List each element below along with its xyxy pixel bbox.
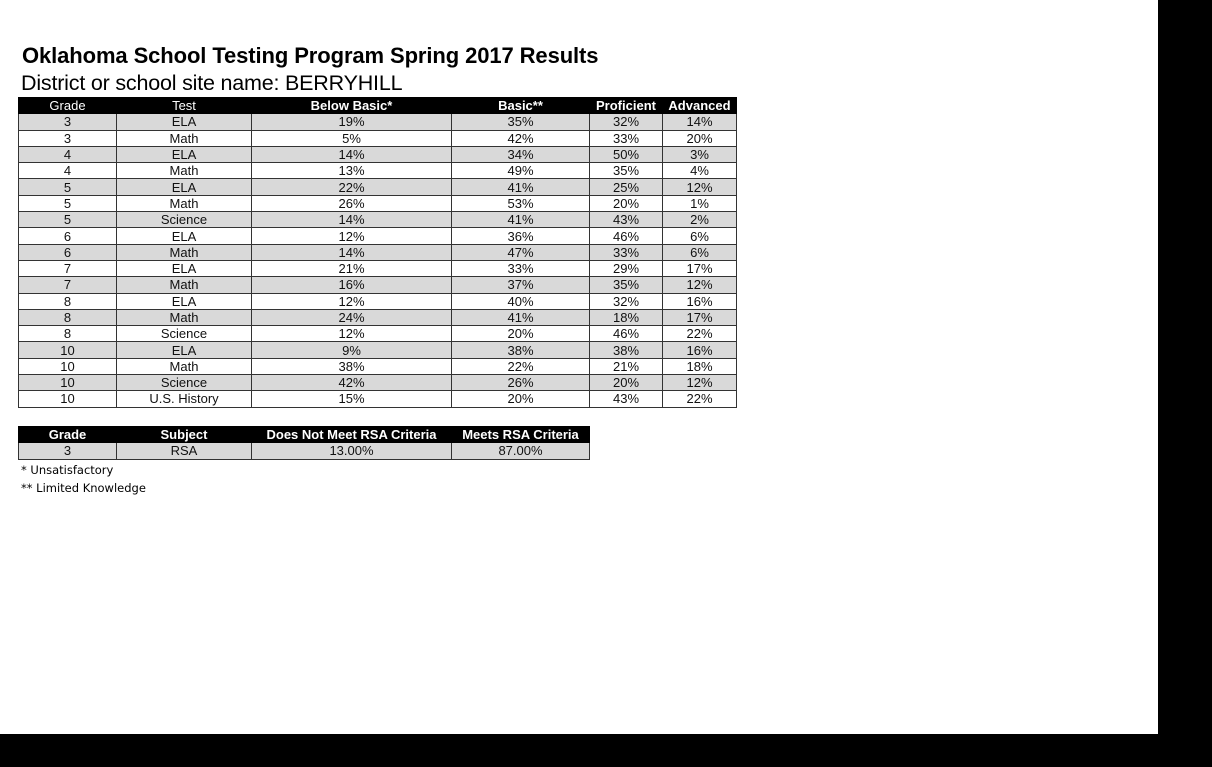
cell-below-basic: 42% — [252, 375, 452, 391]
rsa-header-does-not-meet: Does Not Meet RSA Criteria — [252, 427, 452, 443]
header-proficient: Proficient — [590, 98, 663, 114]
cell-basic: 40% — [452, 293, 590, 309]
cell-basic: 34% — [452, 146, 590, 162]
header-advanced: Advanced — [663, 98, 737, 114]
cell-grade: 7 — [19, 277, 117, 293]
cell-below-basic: 12% — [252, 293, 452, 309]
cell-basic: 47% — [452, 244, 590, 260]
cell-grade: 10 — [19, 391, 117, 407]
cell-test: Math — [117, 130, 252, 146]
cell-proficient: 35% — [590, 163, 663, 179]
table-row — [19, 146, 737, 162]
cell-grade: 10 — [19, 342, 117, 358]
cell-basic: 49% — [452, 163, 590, 179]
table-row — [19, 130, 737, 146]
header-basic: Basic** — [452, 98, 590, 114]
cell-below-basic: 13% — [252, 163, 452, 179]
cell-advanced: 2% — [663, 212, 737, 228]
cell-test: ELA — [117, 260, 252, 276]
cell-advanced: 6% — [663, 228, 737, 244]
cell-basic: 33% — [452, 260, 590, 276]
table-row — [19, 179, 737, 195]
cell-advanced: 3% — [663, 146, 737, 162]
cell-test: Science — [117, 326, 252, 342]
cell-proficient: 29% — [590, 260, 663, 276]
cell-test: Math — [117, 244, 252, 260]
cell-proficient: 33% — [590, 244, 663, 260]
cell-proficient: 35% — [590, 277, 663, 293]
cell-advanced: 6% — [663, 244, 737, 260]
results-header-row — [19, 98, 737, 114]
header-grade: Grade — [19, 98, 117, 114]
cell-basic: 37% — [452, 277, 590, 293]
cell-advanced: 1% — [663, 195, 737, 211]
rsa-table — [18, 426, 590, 460]
cell-below-basic: 12% — [252, 326, 452, 342]
header-below-basic: Below Basic* — [252, 98, 452, 114]
cell-basic: 38% — [452, 342, 590, 358]
cell-test: ELA — [117, 342, 252, 358]
cell-advanced: 12% — [663, 375, 737, 391]
cell-proficient: 46% — [590, 228, 663, 244]
cell-test: Math — [117, 195, 252, 211]
cell-advanced: 17% — [663, 260, 737, 276]
cell-proficient: 46% — [590, 326, 663, 342]
cell-below-basic: 14% — [252, 244, 452, 260]
cell-test: Science — [117, 375, 252, 391]
rsa-cell-grade: 3 — [19, 443, 117, 459]
results-table — [18, 97, 737, 408]
cell-advanced: 16% — [663, 293, 737, 309]
cell-below-basic: 24% — [252, 309, 452, 325]
table-row — [19, 212, 737, 228]
cell-advanced: 22% — [663, 391, 737, 407]
cell-proficient: 18% — [590, 309, 663, 325]
cell-advanced: 22% — [663, 326, 737, 342]
cell-below-basic: 14% — [252, 212, 452, 228]
cell-grade: 4 — [19, 146, 117, 162]
cell-advanced: 20% — [663, 130, 737, 146]
table-row — [19, 163, 737, 179]
table-row — [19, 260, 737, 276]
footnote-unsatisfactory: * Unsatisfactory — [21, 463, 114, 477]
cell-proficient: 32% — [590, 114, 663, 130]
cell-test: Science — [117, 212, 252, 228]
cell-proficient: 43% — [590, 212, 663, 228]
cell-grade: 6 — [19, 228, 117, 244]
table-row — [19, 244, 737, 260]
cell-test: Math — [117, 277, 252, 293]
cell-proficient: 43% — [590, 391, 663, 407]
rsa-cell-does-not-meet: 13.00% — [252, 443, 452, 459]
cell-below-basic: 14% — [252, 146, 452, 162]
cell-test: ELA — [117, 179, 252, 195]
cell-test: ELA — [117, 114, 252, 130]
cell-grade: 7 — [19, 260, 117, 276]
cell-grade: 6 — [19, 244, 117, 260]
cell-test: Math — [117, 163, 252, 179]
cell-below-basic: 16% — [252, 277, 452, 293]
cell-proficient: 21% — [590, 358, 663, 374]
cell-basic: 35% — [452, 114, 590, 130]
cell-below-basic: 15% — [252, 391, 452, 407]
cell-proficient: 20% — [590, 195, 663, 211]
cell-test: U.S. History — [117, 391, 252, 407]
cell-basic: 53% — [452, 195, 590, 211]
table-row — [19, 358, 737, 374]
cell-test: ELA — [117, 228, 252, 244]
table-row — [19, 195, 737, 211]
cell-advanced: 16% — [663, 342, 737, 358]
rsa-header-meets: Meets RSA Criteria — [452, 427, 590, 443]
rsa-header-grade: Grade — [19, 427, 117, 443]
results-table-body — [19, 114, 737, 407]
table-row — [19, 391, 737, 407]
cell-proficient: 38% — [590, 342, 663, 358]
cell-basic: 42% — [452, 130, 590, 146]
cell-test: ELA — [117, 293, 252, 309]
cell-grade: 8 — [19, 309, 117, 325]
table-row — [19, 309, 737, 325]
rsa-cell-subject: RSA — [117, 443, 252, 459]
table-row — [19, 293, 737, 309]
cell-advanced: 14% — [663, 114, 737, 130]
table-row — [19, 114, 737, 130]
header-test: Test — [117, 98, 252, 114]
rsa-cell-meets: 87.00% — [452, 443, 590, 459]
cell-basic: 41% — [452, 212, 590, 228]
rsa-header-row — [19, 427, 590, 443]
cell-below-basic: 38% — [252, 358, 452, 374]
cell-basic: 41% — [452, 179, 590, 195]
cell-basic: 20% — [452, 391, 590, 407]
cell-below-basic: 26% — [252, 195, 452, 211]
cell-grade: 8 — [19, 293, 117, 309]
cell-advanced: 17% — [663, 309, 737, 325]
table-row — [19, 342, 737, 358]
cell-below-basic: 22% — [252, 179, 452, 195]
cell-grade: 3 — [19, 114, 117, 130]
table-row — [19, 375, 737, 391]
cell-grade: 5 — [19, 179, 117, 195]
cell-advanced: 12% — [663, 277, 737, 293]
cell-below-basic: 5% — [252, 130, 452, 146]
cell-basic: 36% — [452, 228, 590, 244]
cell-basic: 26% — [452, 375, 590, 391]
cell-proficient: 50% — [590, 146, 663, 162]
cell-proficient: 33% — [590, 130, 663, 146]
cell-grade: 10 — [19, 358, 117, 374]
cell-proficient: 20% — [590, 375, 663, 391]
cell-basic: 22% — [452, 358, 590, 374]
cell-test: Math — [117, 309, 252, 325]
cell-advanced: 4% — [663, 163, 737, 179]
cell-below-basic: 9% — [252, 342, 452, 358]
cell-advanced: 12% — [663, 179, 737, 195]
rsa-header-subject: Subject — [117, 427, 252, 443]
footnote-limited-knowledge: ** Limited Knowledge — [21, 481, 146, 495]
cell-test: ELA — [117, 146, 252, 162]
cell-grade: 5 — [19, 212, 117, 228]
cell-proficient: 32% — [590, 293, 663, 309]
rsa-row — [19, 443, 590, 459]
cell-proficient: 25% — [590, 179, 663, 195]
cell-grade: 5 — [19, 195, 117, 211]
table-row — [19, 326, 737, 342]
cell-grade: 8 — [19, 326, 117, 342]
school-site-name: District or school site name: BERRYHILL — [21, 71, 403, 95]
cell-basic: 41% — [452, 309, 590, 325]
cell-advanced: 18% — [663, 358, 737, 374]
table-row — [19, 277, 737, 293]
cell-below-basic: 12% — [252, 228, 452, 244]
cell-below-basic: 19% — [252, 114, 452, 130]
cell-below-basic: 21% — [252, 260, 452, 276]
cell-grade: 4 — [19, 163, 117, 179]
report-title: Oklahoma School Testing Program Spring 2017 Results — [22, 43, 599, 68]
table-row — [19, 228, 737, 244]
cell-grade: 3 — [19, 130, 117, 146]
cell-grade: 10 — [19, 375, 117, 391]
cell-test: Math — [117, 358, 252, 374]
cell-basic: 20% — [452, 326, 590, 342]
